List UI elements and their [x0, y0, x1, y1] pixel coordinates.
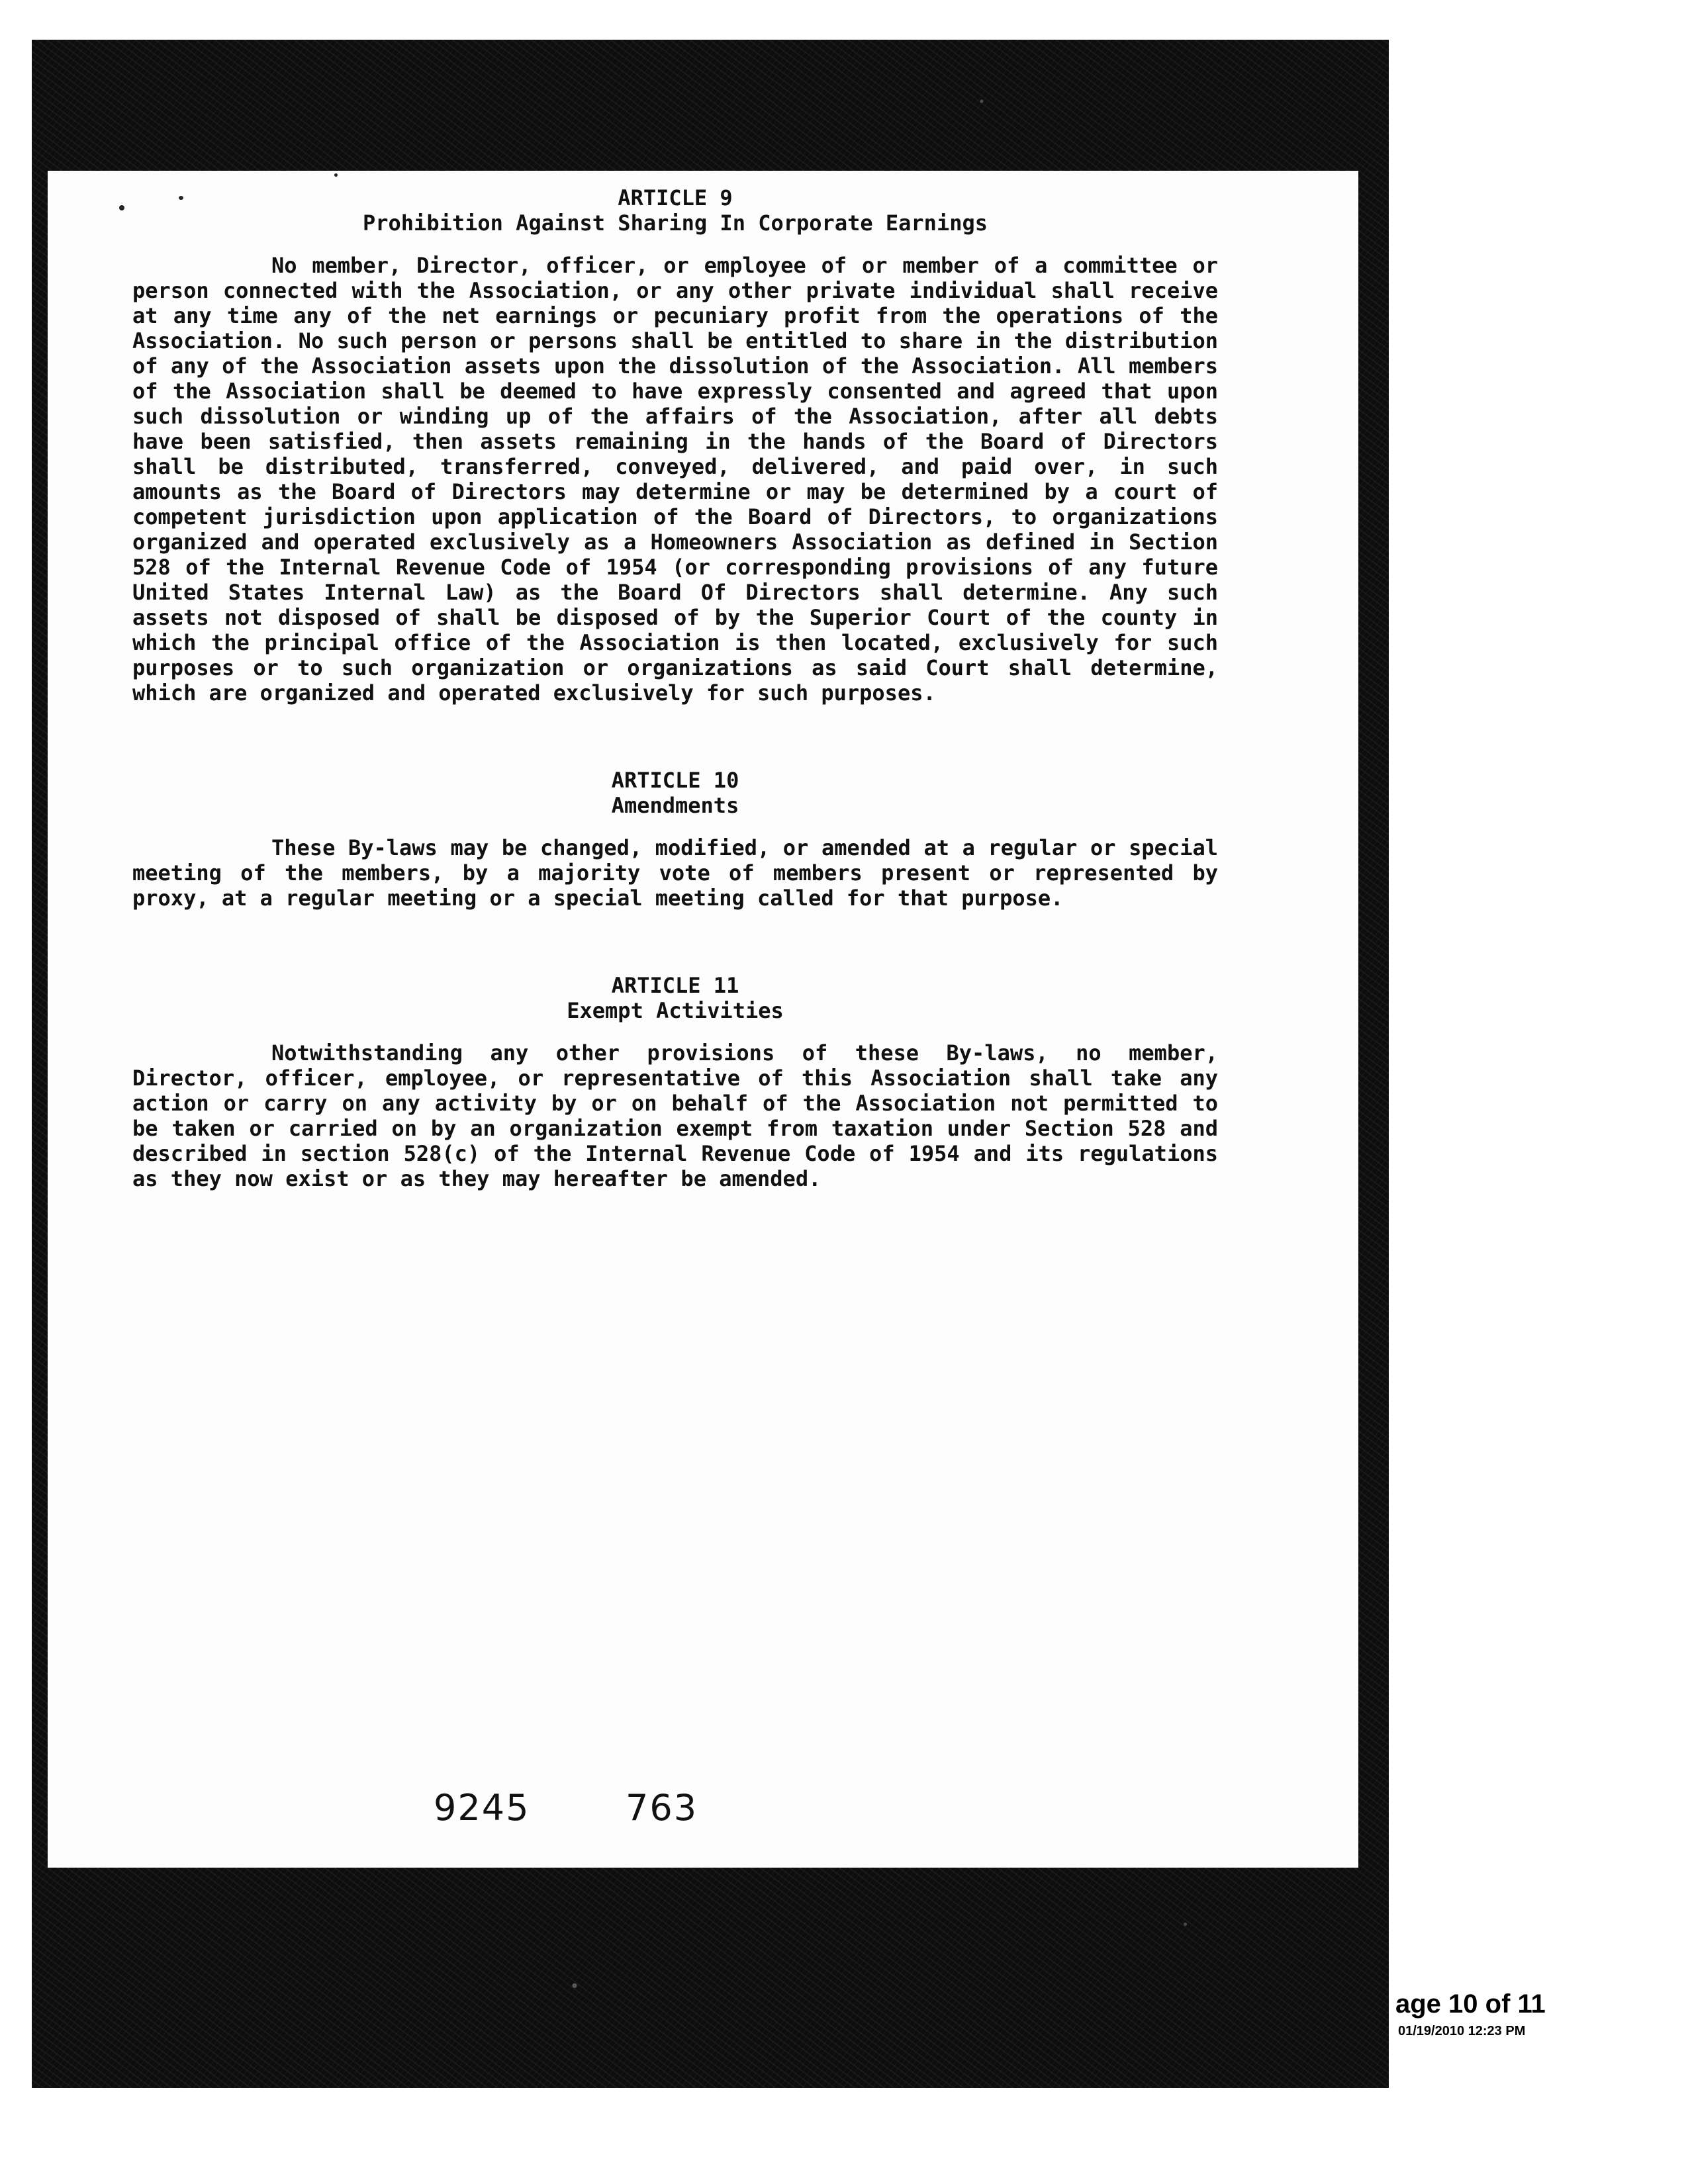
article-9: [132, 185, 1218, 705]
article-number: ARTICLE 11: [611, 973, 739, 998]
article-paragraph: These By-laws may be changed, modified, or amended at a regular or special meeting of the members, by a majority vote of members present or represented by proxy, at a regular meeting or a special meeting called for that purpose.: [132, 835, 1218, 911]
section-gap: [132, 911, 1218, 973]
article-10: [132, 768, 1218, 911]
article-title: Exempt Activities: [567, 998, 784, 1023]
article-paragraph: No member, Director, officer, or employee of or member of a committee or person connected with the Association, or any other private individual shall receive at any time any of the net earnings or pecuniary profit from the operations of the Association. No such person or persons shall be entitled to share in the distribution of any of the Association assets upon the dissolution of the Association. All members of the Association shall be deemed to have expressly consented and agreed that upon such dissolution or winding up of the affairs of the Association, after all debts have been satisfied, then assets remaining in the hands of the Board of Directors shall be distributed, transferred, conveyed, delivered, and paid over, in such amounts as the Board of Directors may determine or may be determined by a court of competent jurisdiction upon application of the Board of Directors, to organizations organized and operated exclusively as a Homeowners Association as defined in Section 528 of the Internal Revenue Code of 1954 (or corresponding provisions of any future United States Internal Law) as the Board Of Directors shall determine. Any such assets not disposed of shall be disposed of by the Superior Court of the county in which the principal office of the Association is then located, exclusively for such purposes or to such organization or organizations as said Court shall determine, which are organized and operated exclusively for such purposes.: [132, 253, 1218, 705]
article-11: [132, 973, 1218, 1191]
page-number-stamp: 763: [626, 1787, 698, 1829]
article-paragraph: Notwithstanding any other provisions of these By-laws, no member, Director, officer, employee, or representative of this Association shall take any action or carry on any activity by or on behalf of the Association not permitted to be taken or carried on by an organization exempt from taxation under Section 528 and described in section 528(c) of the Internal Revenue Code of 1954 and its regulations as they now exist or as they may hereafter be amended.: [132, 1040, 1218, 1191]
article-title: Amendments: [611, 793, 739, 818]
book-number-stamp: 9245: [434, 1787, 530, 1829]
page-indicator: age 10 of 11: [1395, 1989, 1546, 2019]
document-body: [132, 185, 1218, 1191]
print-timestamp: 01/19/2010 12:23 PM: [1398, 2024, 1526, 2038]
scan-speck: [119, 205, 124, 210]
article-title: Prohibition Against Sharing In Corporate Earnings: [362, 210, 988, 236]
scan-speck: [334, 173, 338, 177]
section-gap: [132, 705, 1218, 768]
article-number: ARTICLE 10: [611, 768, 739, 793]
article-number: ARTICLE 9: [618, 185, 733, 210]
